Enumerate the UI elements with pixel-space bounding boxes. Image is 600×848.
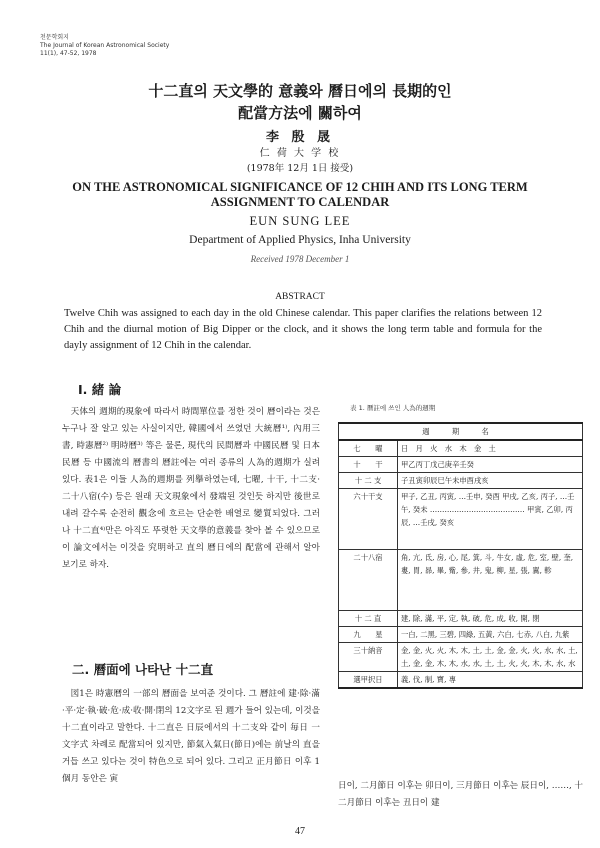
row-value: 日 月 火 水 木 金 土 [398, 440, 583, 457]
row-label: 九 星 [339, 627, 398, 643]
title-ko-line1: 十二直의 天文學的 意義와 曆日에의 長期的인 [148, 82, 452, 100]
table-row [339, 672, 583, 689]
abstract-heading: ABSTRACT [275, 292, 325, 302]
row-value: 甲子, 乙丑, 丙寅, …壬申, 癸酉 甲戌, 乙亥, 丙子, …壬午, 癸未 ………………………………… 甲寅, 乙卯, 丙辰, …壬戌, 癸亥 [398, 489, 583, 550]
row-label: 選甲択日 [339, 672, 398, 689]
row-value: 金, 金, 火, 火, 木, 木, 土, 土, 金, 金, 火, 火, 水, 水, 土, 土, 金, 金, 木, 木, 水, 水, 土, 土, 火, 火, 木, 木, 水, 水 [398, 643, 583, 672]
table-header-2: 期 [451, 427, 470, 436]
received-en: Received 1978 December 1 [250, 254, 350, 264]
row-value: 一白, 二黑, 三碧, 四綠, 五黃, 六白, 七赤, 八白, 九紫 [398, 627, 583, 643]
table-row [339, 457, 583, 473]
table-row [339, 611, 583, 627]
row-value: 子丑寅卯辰巳午未申酉戌亥 [398, 473, 583, 489]
row-label: 三十納音 [339, 643, 398, 672]
journal-volume: 11(1), 47-52, 1978 [40, 50, 97, 57]
table-caption: 表 1. 曆註에 쓰인 人為的週期 [350, 404, 436, 412]
journal-header [40, 34, 169, 58]
section2-continuation: 日이, 二月節日 이후는 卯日이, 三月節日 이후는 辰日이, ……, 十二月節日 이후는 丑日이 建 [338, 781, 583, 808]
section1-body [62, 404, 320, 574]
section2-body [62, 686, 320, 788]
section1-paragraph: 天体의 週期的現象에 따라서 時間單位를 정한 것이 曆이라는 것은 누구나 잘 알고 있는 사실이지만, 韓國에서 쓰였던 大統曆¹⁾, 內用三書, 時憲曆²⁾ 明時曆³⁾ 等은 물론, 現代의 民間曆과 中國民曆 및 日本民曆 등 中國流의 曆書의 曆註에는 여러 종류의 人為的週期가 실려있다. 表1은 이들 人為的週期를 列擧하였는데, 七曜, 十干, 十二支·二十八宿(수) 등은 원래 天文現象에서 發端된 것인듯 하지만 後世로 내려 갈수록 순전히 觀念에 흐르는 단순한 배열로 變質되었다. 그러나 十二直⁴⁾만은 아직도 뚜렷한 天文學的意義를 찾아 볼 수 있으므로 이 論文에서는 이것을 究明하고 直의 曆日에의 配當에 관해서 알아 보기로 하자. [62, 407, 320, 570]
table-header-3: 名 [481, 427, 499, 436]
row-value: 建, 除, 滿, 平, 定, 執, 破, 危, 成, 收, 開, 閉 [398, 611, 583, 627]
table-row [339, 627, 583, 643]
affiliation-ko: 仁 荷 大 学 校 [259, 148, 341, 159]
row-label: 十 二 支 [339, 473, 398, 489]
abstract-text: Twelve Chih was assigned to each day in the old Chinese calendar. This paper clarifies the relations between 12 Chih and the diurnal motion of Big Dipper or the clock, and it shows the long term table and formula for the dayly assignment of 12 Chih in the calendar. [64, 308, 542, 351]
table-header-cell [339, 423, 583, 440]
author-en: EUN SUNG LEE [249, 214, 351, 228]
table-periods [338, 422, 583, 689]
table-header-row [339, 423, 583, 440]
received-ko: (1978年 12月 1日 接受) [246, 163, 354, 174]
row-label: 六十干支 [339, 489, 398, 550]
title-en-line1: ON THE ASTRONOMICAL SIGNIFICANCE OF 12 CHIH AND ITS LONG TERM [72, 180, 528, 194]
table-row [339, 440, 583, 457]
section2-heading: 二. 曆面에 나타난 十二直 [72, 662, 214, 677]
row-value: 義, 伐, 制, 寶, 專 [398, 672, 583, 689]
section1-heading: I. 緒 論 [78, 382, 122, 397]
title-en-line2: ASSIGNMENT TO CALENDAR [210, 195, 390, 209]
row-label: 二十八宿 [339, 550, 398, 611]
department-en: Department of Applied Physics, Inha University [189, 234, 411, 246]
journal-name-en: The Journal of Korean Astronomical Society [40, 42, 170, 49]
row-value: 角, 亢, 氐, 房, 心, 尾, 箕, 斗, 牛女, 虛, 危, 室, 壁, 奎, 婁, 胃, 昴, 畢, 觜, 參, 井, 鬼, 柳, 星, 張, 翼, 軫 [398, 550, 583, 611]
table-row [339, 473, 583, 489]
row-label: 十 干 [339, 457, 398, 473]
journal-name-ko: 천문학회지 [40, 34, 69, 41]
section2-paragraph: 図1은 時憲曆의 一部의 曆面을 보여준 것이다. 그 曆註에 建·除·滿·平·定·執·破·危·成·收·開·閉의 12文字로 된 週가 들어 있는데, 이것을 十二直이라고 말한다. 十二直은 日辰에서의 十二支와 같이 毎日 一文字式 차례로 配當되어 있지만, 節氣入氣日(節日)에는 前날의 直을 거듭 쓰고 있다는 것이 特色으로 되어 있다. 그리고 正月節日 이후 1個月 동안은 寅 [62, 689, 320, 784]
title-ko-line2: 配當方法에 關하여 [238, 104, 362, 122]
table-row [339, 489, 583, 550]
row-value: 甲乙丙丁戊己庚辛壬癸 [398, 457, 583, 473]
table-row [339, 550, 583, 611]
author-ko: 李 殷 晟 [265, 130, 335, 145]
page-number: 47 [295, 826, 305, 837]
table-row [339, 643, 583, 672]
table-header-1: 週 [422, 427, 440, 436]
row-label: 七 曜 [339, 440, 398, 457]
row-label: 十 二 直 [339, 611, 398, 627]
